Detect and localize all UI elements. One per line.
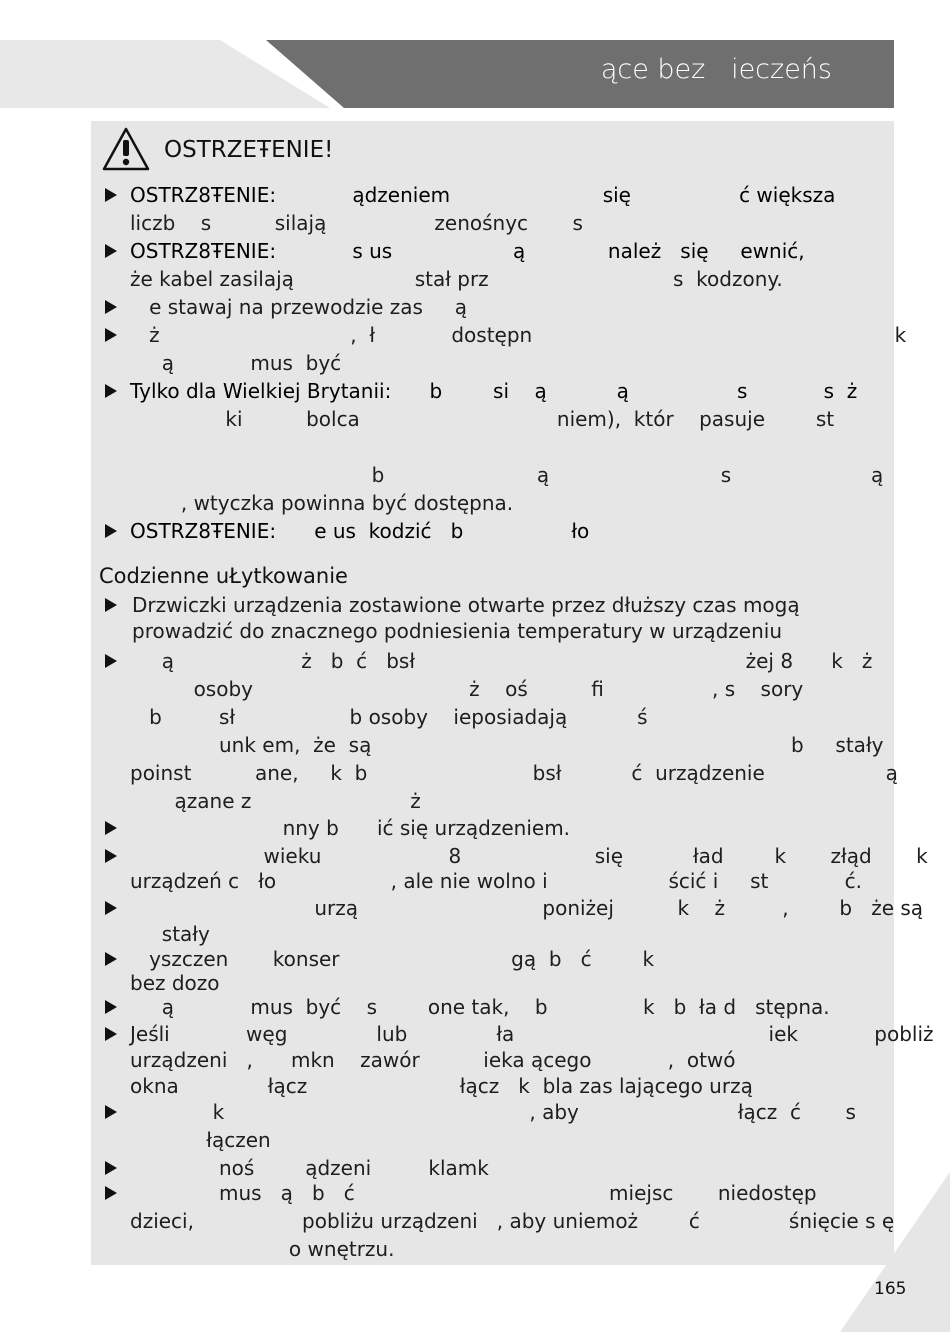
daily-line: łączen [130, 1128, 271, 1152]
daily-line: unk em, że są b stały [130, 733, 884, 757]
daily-line: urzą poniżej k ż , b że są [130, 896, 924, 920]
daily-line: noś ądzeni klamk [130, 1156, 489, 1180]
warning-icon [101, 126, 151, 172]
bullet-icon [105, 1027, 117, 1041]
section-title: Codzienne uŁytkowanie [99, 564, 348, 588]
daily-line: stały [130, 922, 210, 946]
daily-line: prowadzić do znacznego podniesienia temperatury w urządzeniu [132, 619, 783, 643]
daily-line: bez dozo [130, 971, 220, 995]
warning-line: OSTRZ8ŦENIE: e us kodzić b ło [130, 519, 590, 543]
bullet-icon [105, 244, 117, 258]
bullet-icon [105, 188, 117, 202]
bullet-icon [105, 524, 117, 538]
daily-line: b sł b osoby ieposiadają ś [130, 705, 648, 729]
warning-line: Tylko dla Wielkiej Brytanii: b si ą ą s s ż [130, 379, 858, 403]
bullet-icon [105, 849, 117, 863]
warning-line: OSTRZ8ŦENIE: ądzeniem się ć większa [130, 183, 836, 207]
daily-line: Jeśli węg lub ła iek pobliż [130, 1022, 934, 1046]
page-number: 165 [874, 1279, 907, 1299]
bullet-icon [105, 1161, 117, 1175]
daily-line: mus ą b ć miejsc niedostęp [130, 1181, 817, 1205]
bullet-icon [105, 300, 117, 314]
daily-line: ą mus być s one tak, b k b ła d stępna. [130, 995, 830, 1019]
bullet-icon [105, 821, 117, 835]
bullet-icon [105, 598, 117, 612]
daily-line: o wnętrzu. [130, 1237, 395, 1261]
daily-line: Drzwiczki urządzenia zostawione otwarte przez dłuższy czas mogą [132, 593, 800, 617]
bullet-icon [105, 1000, 117, 1014]
bullet-icon [105, 384, 117, 398]
daily-line: yszczen konser gą b ć k [130, 947, 655, 971]
bullet-icon [105, 952, 117, 966]
warning-line: ż , ł dostępn k [130, 323, 907, 347]
warning-line: OSTRZ8ŦENIE: s us ą należ się ewnić, [130, 239, 805, 263]
daily-line: ązane z ż [130, 789, 421, 813]
bullet-icon [105, 654, 117, 668]
bullet-icon [105, 1186, 117, 1200]
daily-line: wieku 8 się ład k złąd k [130, 844, 928, 868]
warning-line: ki bolca niem), któr pasuje st [130, 407, 835, 431]
daily-line: k , aby łącz ć s [130, 1100, 856, 1124]
daily-line: okna łącz łącz k bla zas lającego urzą [130, 1074, 753, 1098]
warning-line: liczb s silają zenośnyc s [130, 211, 583, 235]
warning-line: b ą s ą [130, 463, 884, 487]
daily-line: poinst ane, k b bsł ć urządzenie ą [130, 761, 898, 785]
daily-line: dzieci, pobliżu urządzeni , aby uniemoż ć śnięcie s ę [130, 1209, 895, 1233]
daily-line: urządzeń c ło , ale nie wolno i ścić i st ć. [130, 869, 863, 893]
daily-line: osoby ż oś fi , s sory [130, 677, 804, 701]
warning-line: , wtyczka powinna być dostępna. [130, 491, 514, 515]
warning-title: OSTRZEŦENIE! [164, 137, 334, 163]
daily-line: ą ż b ć bsł żej 8 k ż [130, 649, 873, 673]
daily-line: urządzeni , mkn zawór ieka ącego , otwó [130, 1048, 736, 1072]
warning-line: że kabel zasilają stał prz s kodzony. [130, 267, 783, 291]
bullet-icon [105, 328, 117, 342]
warning-line: ą mus być [130, 351, 342, 375]
bullet-icon [105, 1105, 117, 1119]
bullet-icon [105, 901, 117, 915]
daily-line: nny b ić się urządzeniem. [130, 816, 571, 840]
warning-line: e stawaj na przewodzie zas ą [130, 295, 468, 319]
page-title: ące bez ieczeńs [600, 54, 832, 85]
